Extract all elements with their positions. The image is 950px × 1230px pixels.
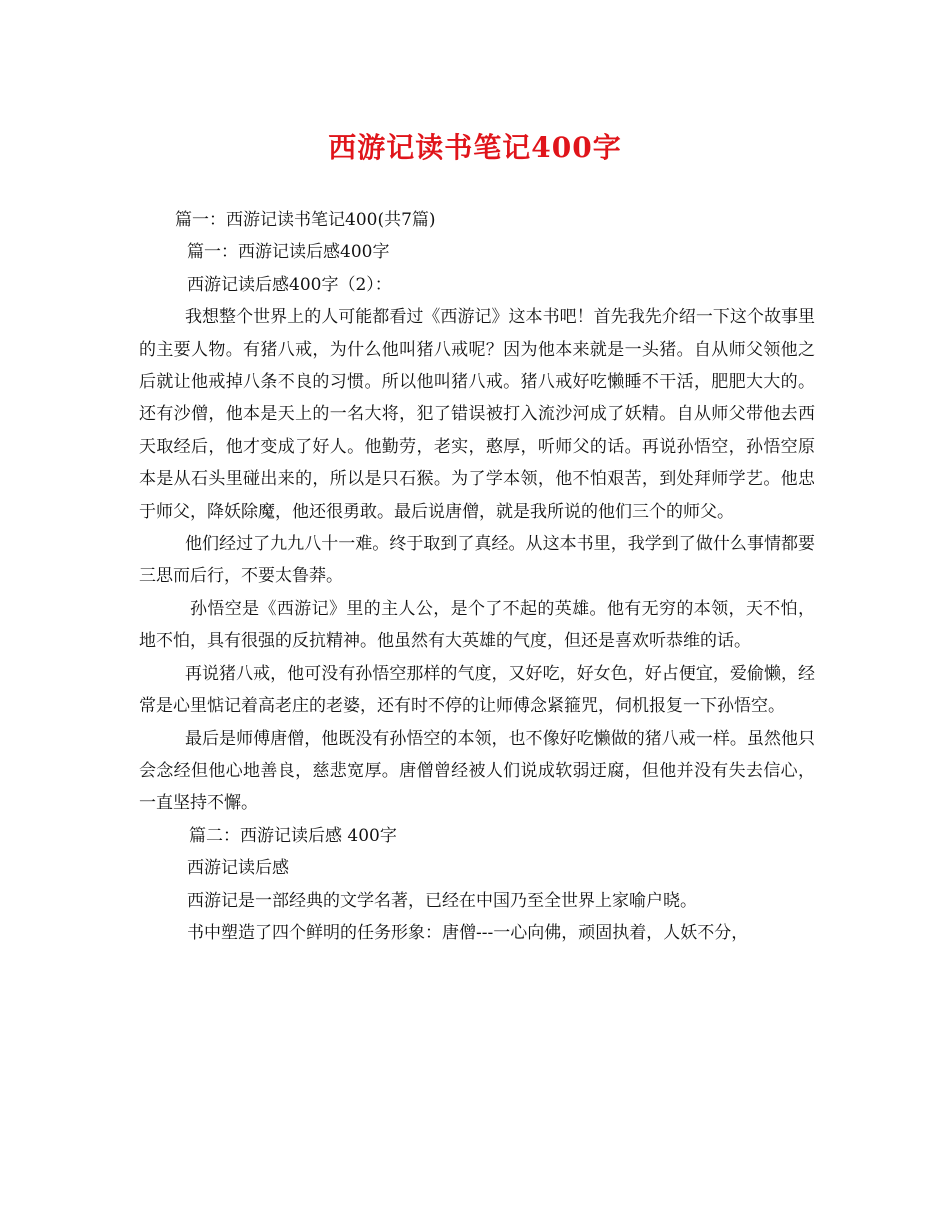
essay-title: 西游记读后感400字（2）： — [187, 274, 392, 295]
body-paragraph: 他们经过了九九八十一难。终于取到了真经。从这本书里，我学到了做什么事情都要三思而后行，不要太鲁莽。 — [139, 534, 815, 587]
document-title: 西游记读书笔记400字 — [328, 131, 622, 164]
essay-title: 西游记读后感 — [187, 858, 289, 879]
body-paragraph: 再说猪八戒，他可没有孙悟空那样的气度，又好吃，好女色，好占便宜，爱偷懒，经常是心里惦记着高老庄的老婆，还有时不停的让师傅念紧箍咒，伺机报复一下孙悟空。 — [139, 663, 815, 717]
document-body — [139, 204, 815, 949]
body-paragraph: 西游记是一部经典的文学名著，已经在中国乃至全世界上家喻户晓。 — [187, 890, 697, 911]
body-paragraph: 孙悟空是《西游记》里的主人公，是个了不起的英雄。他有无穷的本领，天不怕，地不怕，具有很强的反抗精神。他虽然有大英雄的气度，但还是喜欢听恭维的话。 — [139, 598, 815, 652]
body-paragraph: 书中塑造了四个鲜明的任务形象：唐僧---一心向佛，顽固执着，人妖不分， — [187, 922, 749, 943]
body-paragraph: 我想整个世界上的人可能都看过《西游记》这本书吧！首先我先介绍一下这个故事里的主要人物。有猪八戒，为什么他叫猪八戒呢？因为他本来就是一头猪。自从师父领他之后就让他戒掉八条不良的习惯。所以他叫猪八戒。猪八戒好吃懒睡不干活，肥肥大大的。还有沙僧，他本是天上的一名大将，犯了错误被打入流沙河成了妖精。自从师父带他去西天取经后，他才变成了好人。他勤劳，老实，憨厚，听师父的话。再说孙悟空，孙悟空原本是从石头里碰出来的，所以是只石猴。为了学本领，他不怕艰苦，到处拜师学艺。他忠于师父，降妖除魔，他还很勇敢。最后说唐僧，就是我所说的他们三个的师父。 — [139, 307, 815, 522]
body-paragraph: 最后是师傅唐僧，他既没有孙悟空的本领，也不像好吃懒做的猪八戒一样。虽然他只会念经但他心地善良，慈悲宽厚。唐僧曾经被人们说成软弱迂腐，但他并没有失去信心，一直坚持不懈。 — [139, 728, 815, 814]
subsection-heading: 篇一：西游记读后感400字 — [187, 242, 390, 263]
subsection-heading: 篇二：西游记读后感 400字 — [189, 825, 397, 846]
section-heading: 篇一：西游记读书笔记400(共7篇) — [175, 210, 436, 230]
